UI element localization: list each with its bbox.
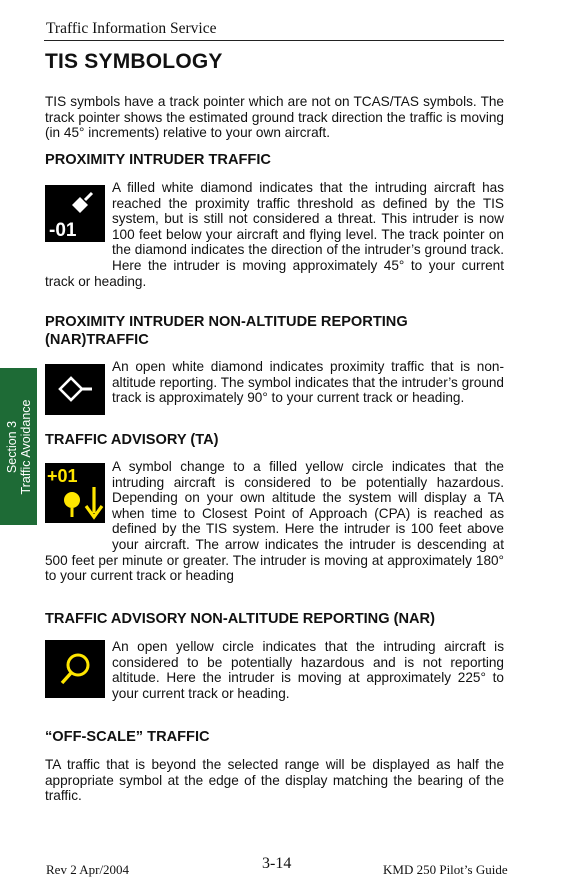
section-heading-traffic-advisory-nar: TRAFFIC ADVISORY NON-ALTITUDE REPORTING (NAR) [45,611,435,627]
icon-wrap-spacer [45,180,112,258]
icon-altitude-label: +01 [47,466,78,486]
section-heading-traffic-advisory: TRAFFIC ADVISORY (TA) [45,432,219,448]
traffic-advisory-text: A symbol change to a filled yellow circle indicates that the intruding aircraft is considered to be potentially hazardous. Depending on your own altitude the system will display a TA when time to Closest Point of Approach (CPA) is reached as defined by the TIS system. Here the intruder is 100 feet above your aircraft. The arrow indicates the intruder is descending at 500 feet per minute or greater. The intruder is moving at approximately 180° to your current track or heading [45,459,504,584]
page-title: TIS SYMBOLOGY [45,50,223,73]
section-body-proximity [45,180,504,289]
section-heading-proximity: PROXIMITY INTRUDER TRAFFIC [45,152,271,168]
proximity-nar-text: An open white diamond indicates proximity traffic that is non-altitude reporting. The symbol indicates that the intruder’s ground track is approximately 90° to your current track or heading. [45,359,504,406]
traffic-advisory-nar-text: An open yellow circle indicates that the intruding aircraft is considered to be potentially hazardous and is not reporting altitude. Here the intruder is moving at approximately 225° to your current track or heading. [45,639,504,701]
icon-wrap-spacer [45,359,112,421]
icon-wrap-spacer [45,639,112,701]
intro-block [45,94,504,141]
footer-guide-title: KMD 250 Pilot’s Guide [383,862,508,877]
intro-paragraph: TIS symbols have a track pointer which are not on TCAS/TAS symbols. The track pointer shows the estimated ground track direction the traffic is moving (in 45° increments) relative to your own aircraft. [45,94,504,141]
side-tab-title: Traffic Avoidance [18,399,33,494]
footer-revision: Rev 2 Apr/2004 [46,862,130,877]
section-side-tab [0,368,37,525]
header-rule [44,40,504,41]
proximity-text: A filled white diamond indicates that the intruding aircraft has reached the proximity traffic threshold as defined by the TIS system, but is still not considered a threat. This intruder is now 100 feet below your aircraft and flying level. The track pointer on the diamond indicates the direction of the intruder’s ground track. Here the intruder is moving approximately 45° to your current track or heading. [45,180,504,289]
section-body-proximity-nar [45,359,504,421]
section-heading-off-scale: “OFF-SCALE” TRAFFIC [45,729,210,745]
icon-wrap-spacer [45,459,112,537]
section-heading-proximity-nar: PROXIMITY INTRUDER NON-ALTITUDE REPORTING (NAR)TRAFFIC [45,314,408,348]
running-head: Traffic Information Service [46,20,217,37]
side-tab-section: Section 3 [4,420,19,473]
section-body-traffic-advisory-nar [45,639,504,701]
off-scale-text: TA traffic that is beyond the selected range will be displayed as half the appropriate symbol at the edge of the display matching the bearing of the traffic. [45,757,504,804]
section-body-off-scale [45,757,504,804]
icon-altitude-label: -01 [49,220,77,241]
page-number: 3-14 [262,855,292,872]
section-body-traffic-advisory [45,459,504,584]
